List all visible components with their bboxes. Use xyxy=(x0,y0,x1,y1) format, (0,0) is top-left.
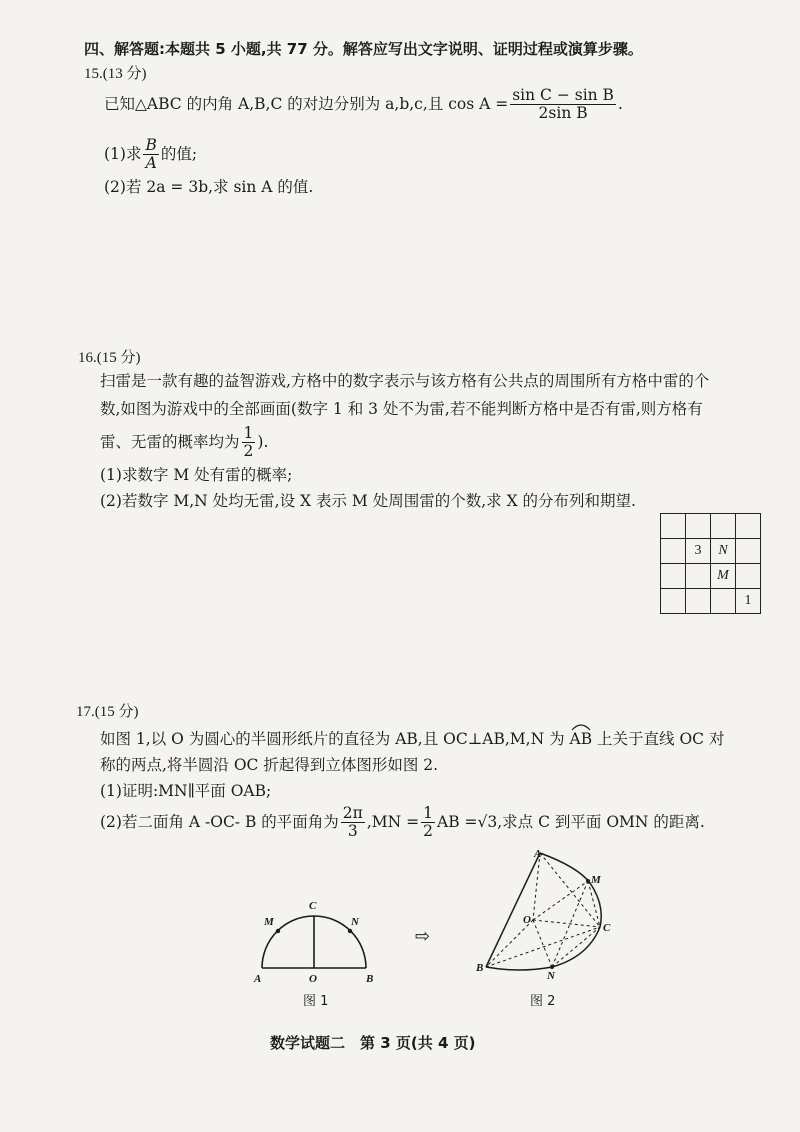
q16-frac-num: 1 xyxy=(243,423,254,442)
q17-frac2-den: 2 xyxy=(423,821,434,840)
arc-symbol-icon xyxy=(570,722,592,731)
point-m xyxy=(586,879,590,883)
q17-part1: (1)证明:MN∥平面 OAB; xyxy=(100,782,272,800)
label-b: B xyxy=(476,962,484,974)
grid-cell xyxy=(686,564,711,589)
figure-2-caption: 图 2 xyxy=(530,994,556,1009)
q15-p1-prefix: (1)求 xyxy=(104,145,142,163)
label-m: M xyxy=(591,874,601,886)
q17-frac2 xyxy=(421,805,435,840)
q16-line2: 数,如图为游戏中的全部画面(数字 1 和 3 处不为雷,若不能判断方格中是否有雷,则方格有 xyxy=(100,400,703,418)
label-a: A xyxy=(254,973,262,985)
label-o: O xyxy=(309,973,317,985)
q15-p1-fraction xyxy=(143,137,158,172)
grid-cell: M xyxy=(711,564,736,589)
grid-cell xyxy=(661,539,686,564)
label-n: N xyxy=(547,970,555,982)
q17-line1 xyxy=(100,728,724,750)
grid-cell: 1 xyxy=(736,589,761,614)
figure-1-semicircle xyxy=(245,895,385,985)
label-c: C xyxy=(603,922,611,934)
grid-cell xyxy=(686,514,711,539)
q17-line2: 称的两点,将半圆沿 OC 折起得到立体图形如图 2. xyxy=(100,756,439,774)
q15-frac-den: 2sin B xyxy=(538,103,588,122)
minesweeper-grid xyxy=(660,513,761,614)
figure-1-caption: 图 1 xyxy=(303,994,329,1009)
label-b: B xyxy=(366,973,374,985)
figure-2-solid xyxy=(470,845,620,985)
arrow-icon: ⇨ xyxy=(415,926,431,947)
q15-stem xyxy=(104,84,623,124)
q15-p1-frac-den: A xyxy=(145,153,157,172)
q17-number: 17.(15 分) xyxy=(76,704,139,720)
point-m xyxy=(276,929,280,933)
edge-nc xyxy=(552,927,600,967)
q17-p2-prefix: (2)若二面角 A -OC- B 的平面角为 xyxy=(100,813,339,831)
q16-fraction xyxy=(242,425,256,460)
q17-line1-b: 上关于直线 OC 对 xyxy=(592,730,725,748)
grid-cell xyxy=(711,514,736,539)
grid-cell xyxy=(661,589,686,614)
q17-part2 xyxy=(100,802,705,842)
page-footer: 数学试题二 第 3 页(共 4 页) xyxy=(270,1034,476,1052)
grid-cell xyxy=(736,539,761,564)
edge-ab xyxy=(486,853,540,967)
label-c: C xyxy=(309,900,317,912)
q15-p1-suffix: 的值; xyxy=(160,145,198,163)
q17-frac2-num: 1 xyxy=(423,803,434,822)
label-o: O xyxy=(523,914,531,926)
edge-on xyxy=(533,920,552,967)
q15-part1 xyxy=(104,134,197,174)
edge-ob xyxy=(486,920,533,967)
edge-ac xyxy=(540,853,600,927)
grid-row xyxy=(661,514,761,539)
label-a: A xyxy=(534,848,542,860)
q15-fraction xyxy=(510,87,616,122)
grid-cell xyxy=(661,514,686,539)
q16-line1: 扫雷是一款有趣的益智游戏,方格中的数字表示与该方格有公共点的周围所有方格中雷的个 xyxy=(100,372,710,390)
q15-frac-num: sin C − sin B xyxy=(512,85,614,104)
point-n xyxy=(550,965,554,969)
grid-cell xyxy=(686,589,711,614)
grid-row xyxy=(661,564,761,589)
edge-ao xyxy=(533,853,540,920)
q17-p2-mid: ,MN = xyxy=(366,813,420,831)
grid-cell xyxy=(661,564,686,589)
arc-ab xyxy=(570,728,593,750)
q17-frac1-den: 3 xyxy=(347,821,358,840)
q16-part1: (1)求数字 M 处有雷的概率; xyxy=(100,466,293,484)
q15-stem-suffix: . xyxy=(617,95,623,113)
grid-row xyxy=(661,589,761,614)
q15-p1-frac-num: B xyxy=(145,135,157,154)
label-n: N xyxy=(351,916,359,928)
q17-p2-suffix: AB =√3,求点 C 到平面 OMN 的距离. xyxy=(437,813,705,831)
q15-number: 15.(13 分) xyxy=(84,66,147,82)
q16-line3-suffix: ). xyxy=(257,433,269,451)
grid-cell: 3 xyxy=(686,539,711,564)
q15-stem-prefix: 已知△ABC 的内角 A,B,C 的对边分别为 a,b,c,且 cos A = xyxy=(104,95,509,113)
grid-cell xyxy=(736,514,761,539)
grid-cell xyxy=(736,564,761,589)
q17-line1-arc: AB xyxy=(569,730,593,748)
q16-line3-prefix: 雷、无雷的概率均为 xyxy=(100,433,240,451)
grid-row xyxy=(661,539,761,564)
q15-part2: (2)若 2a = 3b,求 sin A 的值. xyxy=(104,178,314,196)
label-m: M xyxy=(264,916,274,928)
q16-line3 xyxy=(100,422,268,462)
q16-frac-den: 2 xyxy=(243,441,254,460)
q17-frac1 xyxy=(341,805,365,840)
edge-bc xyxy=(486,927,600,967)
q17-line1-a: 如图 1,以 O 为圆心的半圆形纸片的直径为 AB,且 OC⊥AB,M,N 为 xyxy=(100,730,570,748)
q17-frac1-num: 2π xyxy=(342,803,363,822)
edge-om xyxy=(533,881,588,920)
point-n xyxy=(348,929,352,933)
edge-oc xyxy=(533,920,600,927)
q16-number: 16.(15 分) xyxy=(78,350,141,366)
grid-cell: N xyxy=(711,539,736,564)
q16-part2: (2)若数字 M,N 处均无雷,设 X 表示 M 处周围雷的个数,求 X 的分布列和期望. xyxy=(100,492,636,510)
grid-cell xyxy=(711,589,736,614)
section-header: 四、解答题:本题共 5 小题,共 77 分。解答应写出文字说明、证明过程或演算步骤。 xyxy=(84,40,643,58)
